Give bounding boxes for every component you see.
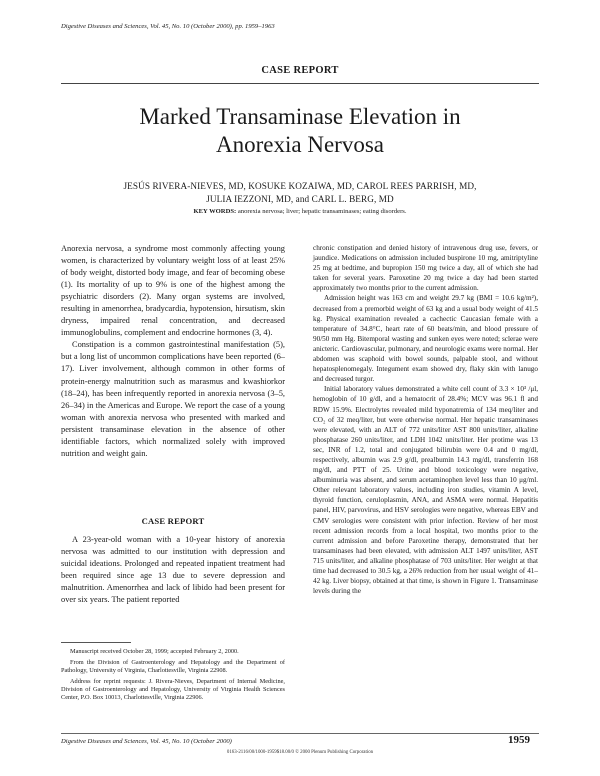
author-list [0, 180, 600, 206]
right-paragraph-0: chronic constipation and denied history of intravenous drug use, fevers, or jaundice. Medications on admission included buspirone 10 mg, amitriptyline 25 mg at bedtime, and bupropion 150 mg twice a day, all of which she had taken for several years. Paroxetine 20 mg twice a day had been started approximately two months prior to the current admission. [313, 244, 538, 293]
header-rule [61, 83, 539, 84]
authors-line-1: JESÚS RIVERA-NIEVES, MD, KOSUKE KOZAIWA, MD, CAROL REES PARRISH, MD, [123, 181, 477, 191]
right-column [313, 243, 538, 596]
footer-journal: Digestive Diseases and Sciences, Vol. 45, No. 10 (October 2000) [61, 738, 232, 745]
section-tag: CASE REPORT [261, 65, 339, 76]
keywords [61, 208, 539, 215]
case-column [61, 534, 285, 606]
keywords-text: anorexia nervosa; liver; hepatic transaminases; eating disorders. [236, 208, 407, 215]
case-paragraph-1: A 23-year-old woman with a 10-year history of anorexia nervosa was admitted to our institution with depression and suicidal ideations. Prolonged and repeated inpatient treatment had been required since age 13 due to severe depression and malnutrition. Amenorrhea and lack of libido had been present for over six years. The patient reported [61, 535, 285, 605]
keywords-label: KEY WORDS: [193, 208, 237, 215]
footnote-affiliation: From the Division of Gastroenterology and Hepatology and the Department of Pathology, University of Virginia, Charlottesville, Virginia 22908. [61, 659, 285, 675]
article-title [0, 103, 600, 159]
journal-header: Digestive Diseases and Sciences, Vol. 45, No. 10 (October 2000), pp. 1959–1963 [61, 23, 275, 30]
footnote-reprints: Address for reprint requests: J. Rivera-Nieves, Department of Internal Medicine, Division of Gastroenterology and Hepatology, University of Virginia Health Sciences Center, P.O. Box 10013, Charlottesville, Virginia 22906. [61, 678, 285, 702]
footnotes [61, 648, 285, 706]
footer-rule [61, 733, 539, 734]
footnote-received: Manuscript received October 28, 1999; accepted February 2, 2000. [70, 648, 239, 655]
copyright-line: 0163-2116/00/1000-1959$18.00/0 © 2000 Plenum Publishing Corporation [226, 750, 374, 755]
authors-line-2: JULIA IEZZONI, MD, and CARL L. BERG, MD [206, 194, 394, 204]
right-paragraph-1: Admission height was 163 cm and weight 29.7 kg (BMI = 10.6 kg/m²), decreased from a premorbid weight of 63 kg and a usual body weight of 41.5 kg. Physical examination revealed a cachectic Caucasian female with a temperature of 34.8°C, heart rate of 60 beats/min, and blood pressure of 90/50 mm Hg. Bitemporal wasting and sunken eyes were noted; sclerae were anicteric. Cardiovascular, pulmonary, and neurologic exams were normal. Her abdomen was scaphoid with bowel sounds, palpable stool, and without hepatosplenomegaly. Integument exam showed dry, flaky skin with lanugo and decreased turgor. [313, 294, 538, 384]
footnote-rule [61, 642, 131, 643]
case-report-heading: CASE REPORT [141, 516, 205, 526]
title-line-1: Marked Transaminase Elevation in [139, 104, 461, 129]
intro-column [61, 243, 285, 460]
intro-paragraph-1: Anorexia nervosa, a syndrome most commonly affecting young women, is characterized by voluntary weight loss of at least 25% of body weight, distorted body image, and fear of becoming obese (1). Its mortality of up to 9% is one of the highest among the psychiatric disorders (2). Many organ systems are involved, resulting in amenorrhea, bradycardia, hypotension, hirsutism, skin dryness, impaired renal concentration, and decreased immunoglobulins, complement and endocrine hormones (3, 4). [61, 244, 285, 338]
title-line-2: Anorexia Nervosa [216, 132, 384, 157]
page-number: 1959 [508, 734, 530, 746]
intro-paragraph-2: Constipation is a common gastrointestinal manifestation (5), but a long list of uncommon complications have been reported (6–17). Liver involvement, although common in other forms of protein-energy malnutrition such as marasmus and kwashiorkor (18–24), has been infrequently reported in anorexia nervosa (3–5, 26–34) in the Americas and Europe. We report the case of a young woman with anorexia nervosa who presented with marked and persistent transaminase elevation in the absence of other identifiable factors, which normalized solely with improved nutrition and weight gain. [61, 340, 285, 458]
right-paragraph-2: Initial laboratory values demonstrated a white cell count of 3.3 × 10³ /μl, hemoglobin of 10 g/dl, and a hematocrit of 28.4%; MCV was 96.1 fl and RDW 15.9%. Electrolytes revealed mild hyponatremia of 134 meq/liter and CO₂ of 32 meq/liter, but were otherwise normal. Her hepatic transaminases were elevated, with an ALT of 772 units/liter AST 800 units/liter, alkaline phosphatase 260 units/liter, and LDH 1042 units/liter. Her protime was 13 sec, INR of 1.2, total and conjugated bilirubin were 0.4 and 0 mg/dl, respectively, albumin was 2.9 g/dl, prealbumin 14.3 mg/dl, transferrin 168 mg/dl, and PTT of 25. Urine and blood toxicology were negative, albuminuria was absent, and serum acetaminophen level less than 10 μg/ml. Other relevant laboratory values, including iron studies, vitamin A level, thyroid function, ceruloplasmin, ANA, and ASMA were normal. Hepatitis panel, HIV, parvovirus, and HSV serologies were negative, whereas EBV and CMV serologies were consistent with prior infection. Review of her most recent admission records from a local hospital, two months prior to the current admission and before Paroxetine therapy, demonstrated that her transaminases had been elevated, with admission ALT 1497 units/liter, AST 715 units/liter, and alkaline phosphatase of 703 units/liter. Her weight at that time had decreased to 30.5 kg, a 26% reduction from her usual weight of 41–42 kg. Liver biopsy, obtained at that time, is shown in Figure 1. Transaminase levels during the [313, 385, 538, 596]
